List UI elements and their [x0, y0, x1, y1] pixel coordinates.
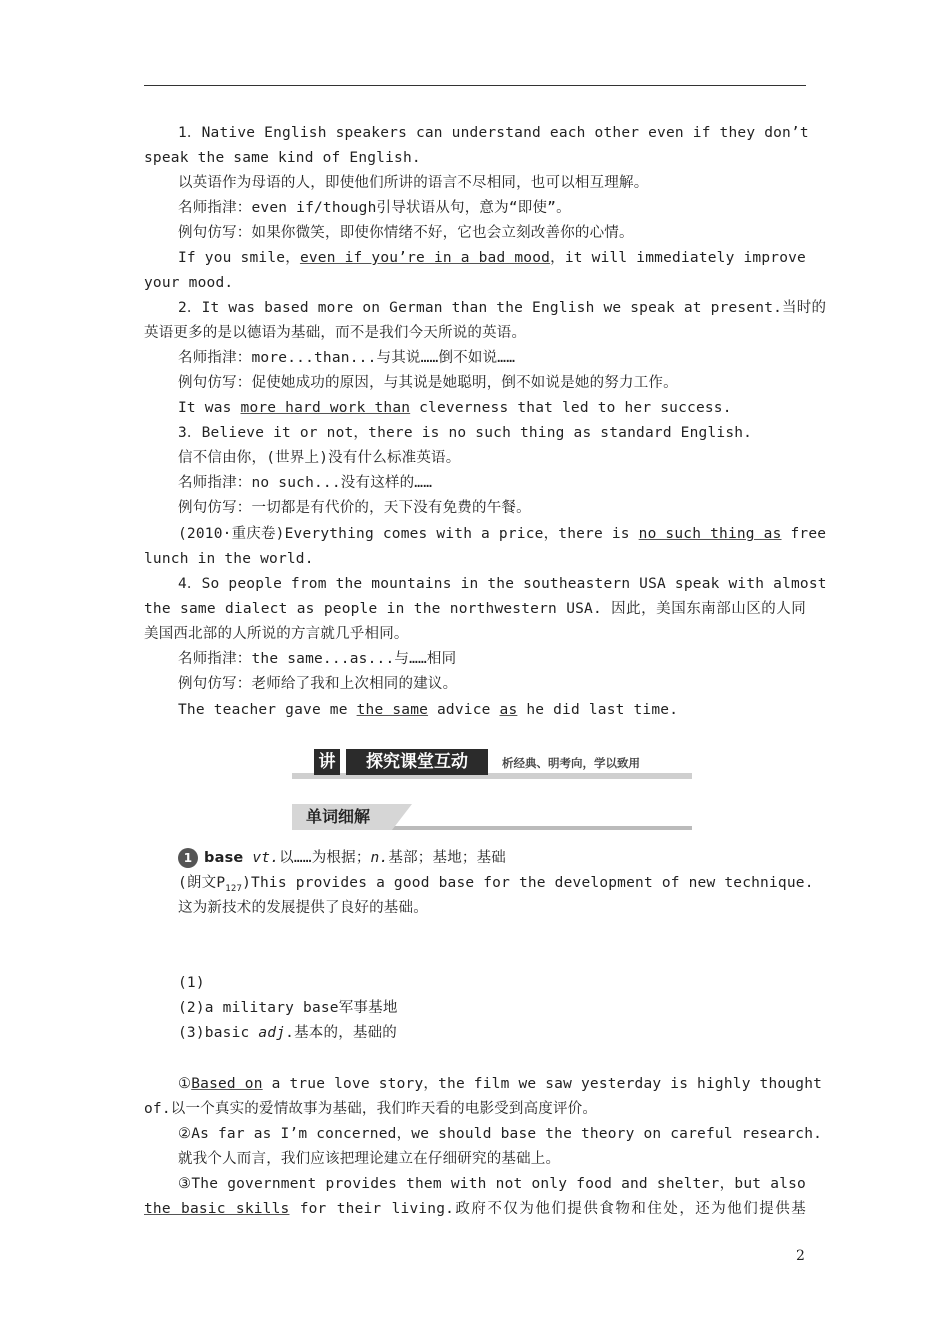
s2-line-1: 2．It was based more on German than the English we speak at present.当时的 [178, 300, 827, 316]
example-3-blank: the basic skills [144, 1201, 290, 1217]
example-1-line-1 [178, 1074, 823, 1094]
s2-answer [178, 398, 806, 418]
sub-banner-title: 单词细解 [292, 804, 392, 830]
s2-exercise: 例句仿写：促使她成功的原因，与其说是她聪明，倒不如说是她的努力工作。 [178, 375, 678, 391]
s3-answer-text-2: free [781, 526, 827, 542]
s3-answer-line-2: lunch in the world. [144, 551, 314, 567]
s4-line-3: 美国西北部的人所说的方言就几乎相同。 [144, 626, 409, 642]
list-item-3-word: (3)basic [178, 1025, 259, 1041]
banner-subtitle: 析经典、明考向，学以致用 [502, 756, 640, 770]
entry-def-1: 以……为根据； [279, 850, 371, 866]
s2-answer-text-2: cleverness that led to her success. [410, 400, 732, 416]
s2-tip: 名师指津：more...than...与其说……倒不如说…… [178, 350, 516, 366]
s3-tip: 名师指津：no such...没有这样的…… [178, 475, 433, 491]
word-entry [178, 847, 806, 869]
sub-banner-corner [392, 804, 412, 830]
example-2-english: ②As far as I’m concerned，we should base the theory on careful research. [178, 1126, 823, 1142]
sub-banner-line [392, 826, 692, 830]
entry-number-badge: 1 [178, 848, 198, 868]
s4-answer-blank-1: the same [356, 702, 429, 718]
s1-answer-line-1 [178, 248, 806, 268]
s3-answer-blank: no such thing as [638, 526, 782, 542]
entry-word: base [204, 850, 244, 866]
list-item-1: (1) [178, 975, 205, 991]
example-1-line-2: of.以一个真实的爱情故事为基础，我们昨天看的电影受到高度评价。 [144, 1101, 598, 1117]
example-3-line-2 [144, 1199, 806, 1219]
entry-source-text: )This provides a good base for the development of new technique. [242, 875, 814, 891]
s4-answer-blank-2: as [499, 702, 518, 718]
page-number: 2 [796, 1248, 805, 1264]
s3-answer-line-1 [178, 524, 827, 544]
example-1-blank: Based on [191, 1076, 263, 1092]
entry-def-2: 基部；基地；基础 [388, 850, 507, 866]
s4-answer-text-3: he did last time. [517, 702, 679, 718]
s3-chinese: 信不信由你，(世界上)没有什么标准英语。 [178, 450, 461, 466]
s4-answer-text-2: advice [428, 702, 500, 718]
example-3-line-1: ③The government provides them with not only food and shelter，but also [178, 1176, 806, 1192]
entry-source-page: 127 [225, 883, 243, 894]
list-item-3-def: .基本的，基础的 [285, 1025, 398, 1041]
s4-tip: 名师指津：the same...as...与……相同 [178, 651, 457, 667]
s3-exercise: 例句仿写：一切都是有代价的，天下没有免费的午餐。 [178, 500, 531, 516]
section-banner [292, 747, 692, 783]
entry-pos-1: vt. [252, 850, 280, 866]
s1-chinese: 以英语作为母语的人，即使他们所讲的语言不尽相同，也可以相互理解。 [178, 175, 649, 191]
entry-source-prefix: (朗文P [178, 875, 226, 891]
entry-pos-2: n. [370, 850, 389, 866]
example-2-chinese: 就我个人而言，我们应该把理论建立在仔细研究的基础上。 [178, 1151, 561, 1167]
example-1-marker: ① [178, 1076, 192, 1092]
s4-answer-text: The teacher gave me [178, 702, 357, 718]
s1-answer-text: If you smile， [178, 250, 300, 266]
s3-english: 3．Believe it or not，there is no such thing as standard English. [178, 425, 753, 441]
s4-exercise: 例句仿写：老师给了我和上次相同的建议。 [178, 676, 458, 692]
s1-exercise: 例句仿写：如果你微笑，即使你情绪不好，它也会立刻改善你的心情。 [178, 225, 634, 241]
s2-line-2: 英语更多的是以德语为基础，而不是我们今天所说的英语。 [144, 325, 527, 341]
entry-source-sentence [178, 873, 814, 899]
header-rule [144, 85, 806, 86]
list-item-3 [178, 1023, 806, 1043]
example-3-text: for their living.政府不仅为他们提供食物和住处，还为他们提供基 [289, 1201, 806, 1217]
s3-answer-text: (2010·重庆卷)Everything comes with a price，there is [178, 526, 639, 542]
banner-title: 探究课堂互动 [346, 749, 488, 775]
s2-answer-text: It was [178, 400, 241, 416]
s1-english-line-2: speak the same kind of English. [144, 150, 421, 166]
s1-answer-blank: even if you’re in a bad mood [299, 250, 551, 266]
s2-answer-blank: more hard work than [240, 400, 411, 416]
s1-answer-text-2: ，it will immediately improve [550, 250, 806, 266]
s4-line-2: the same dialect as people in the northwestern USA. 因此，美国东南部山区的人同 [144, 601, 806, 617]
banner-icon: 讲 [314, 749, 340, 775]
s1-answer-line-2: your mood. [144, 275, 234, 291]
s1-english-line-1: 1．Native English speakers can understand each other even if they don’t [178, 125, 809, 141]
sub-banner [292, 802, 692, 832]
s4-answer [178, 700, 806, 720]
s4-line-1: 4．So people from the mountains in the southeastern USA speak with almost [178, 576, 827, 592]
s1-tip: 名师指津：even if/though引导状语从句，意为“即使”。 [178, 200, 571, 216]
list-item-3-pos: adj [258, 1025, 286, 1041]
entry-source-translation: 这为新技术的发展提供了良好的基础。 [178, 900, 428, 916]
list-item-2: (2)a military base军事基地 [178, 1000, 398, 1016]
example-1-text: a true love story，the film we saw yesterday is highly thought [262, 1076, 823, 1092]
